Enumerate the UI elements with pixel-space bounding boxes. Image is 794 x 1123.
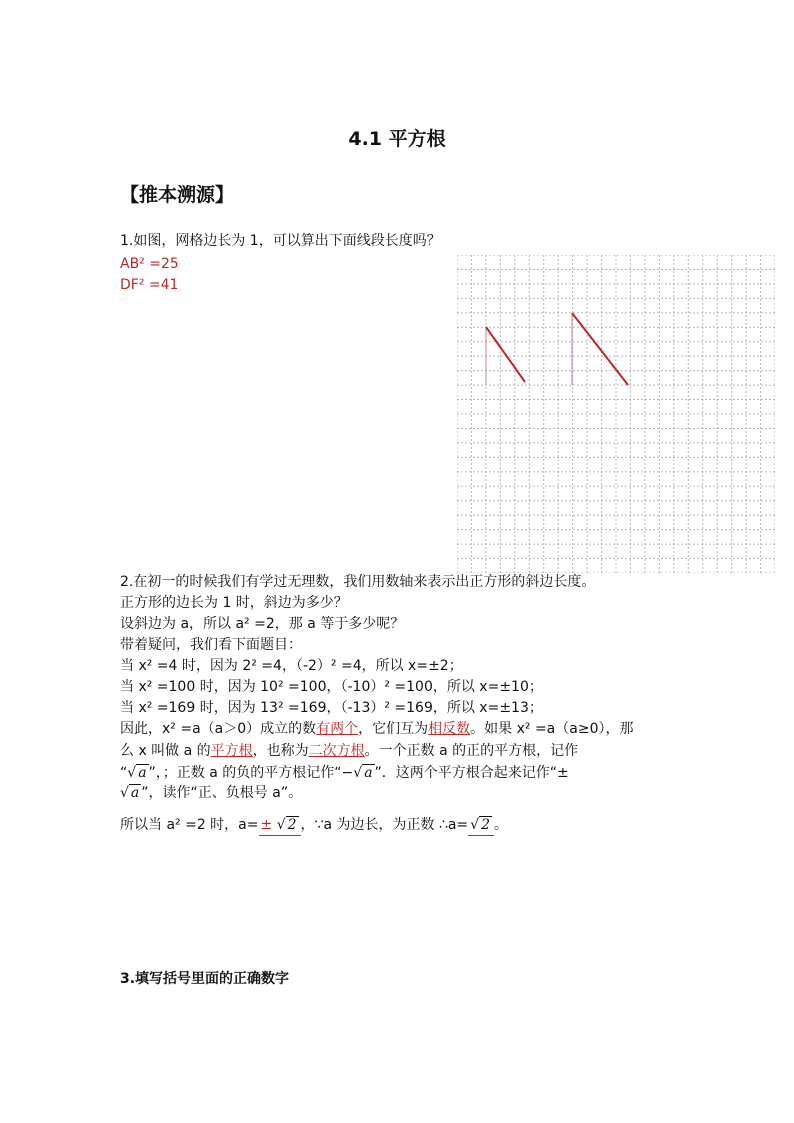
q2-line-1: 2.在初一的时候我们有学过无理数，我们用数轴来表示出正方形的斜边长度。: [120, 574, 596, 590]
grid-figure: [457, 255, 775, 573]
q2-line-11: √ a ”，读作“正、负根号 a”。: [120, 785, 303, 801]
sqrt-pm-a: √ a: [120, 785, 140, 801]
sqrt-neg-a: √ a: [353, 765, 373, 781]
fill-opposite: 相反数: [428, 721, 471, 737]
q2-line-12: 所以当 a² =2 时，a= ± √ 2 ，∵a 为边长，为正数 ∴a= √ 2 。: [120, 815, 508, 836]
page-title: 4.1 平方根: [348, 128, 446, 150]
fill-pm-sqrt2: ± √ 2: [259, 815, 301, 836]
answer-df: DF² =41: [120, 277, 179, 293]
fill-two: 有两个: [316, 721, 359, 737]
sqrt-a: √ a: [127, 765, 147, 781]
q2-line-8: 因此，x² =a（a＞0）成立的数有两个，它们互为相反数。如果 x² =a（a≥0），那: [120, 721, 634, 737]
q2-line-7: 当 x² =169 时，因为 13² =169，（-13）² =169，所以 x=±13；: [120, 700, 543, 716]
fill-square-root: 平方根: [210, 743, 253, 759]
q2-line-3: 设斜边为 a，所以 a² =2，那 a 等于多少呢？: [120, 616, 405, 632]
answer-ab: AB² =25: [120, 256, 179, 272]
fill-sqrt2: √ 2: [468, 815, 494, 836]
q2-line-2: 正方形的边长为 1 时，斜边为多少？: [120, 595, 348, 611]
q2-line-9: 么 x 叫做 a 的平方根，也称为二次方根。一个正数 a 的正的平方根，记作: [120, 743, 579, 759]
q2-line-4: 带着疑问，我们看下面题目：: [120, 637, 302, 653]
question-3: 3.填写括号里面的正确数字: [120, 971, 290, 987]
question-1-prompt: 1.如图，网格边长为 1，可以算出下面线段长度吗？: [120, 233, 441, 249]
fill-quadratic-root: 二次方根: [308, 743, 365, 759]
q2-line-5: 当 x² =4 时，因为 2² =4，（-2）² =4，所以 x=±2；: [120, 658, 463, 674]
section-title: 【推本溯源】: [120, 184, 235, 206]
q2-line-6: 当 x² =100 时，因为 10² =100，（-10）² =100，所以 x=±10；: [120, 679, 543, 695]
q2-line-10: “√ a ”，；正数 a 的负的平方根记作“−√ a ”．这两个平方根合起来记作“±: [120, 765, 569, 781]
